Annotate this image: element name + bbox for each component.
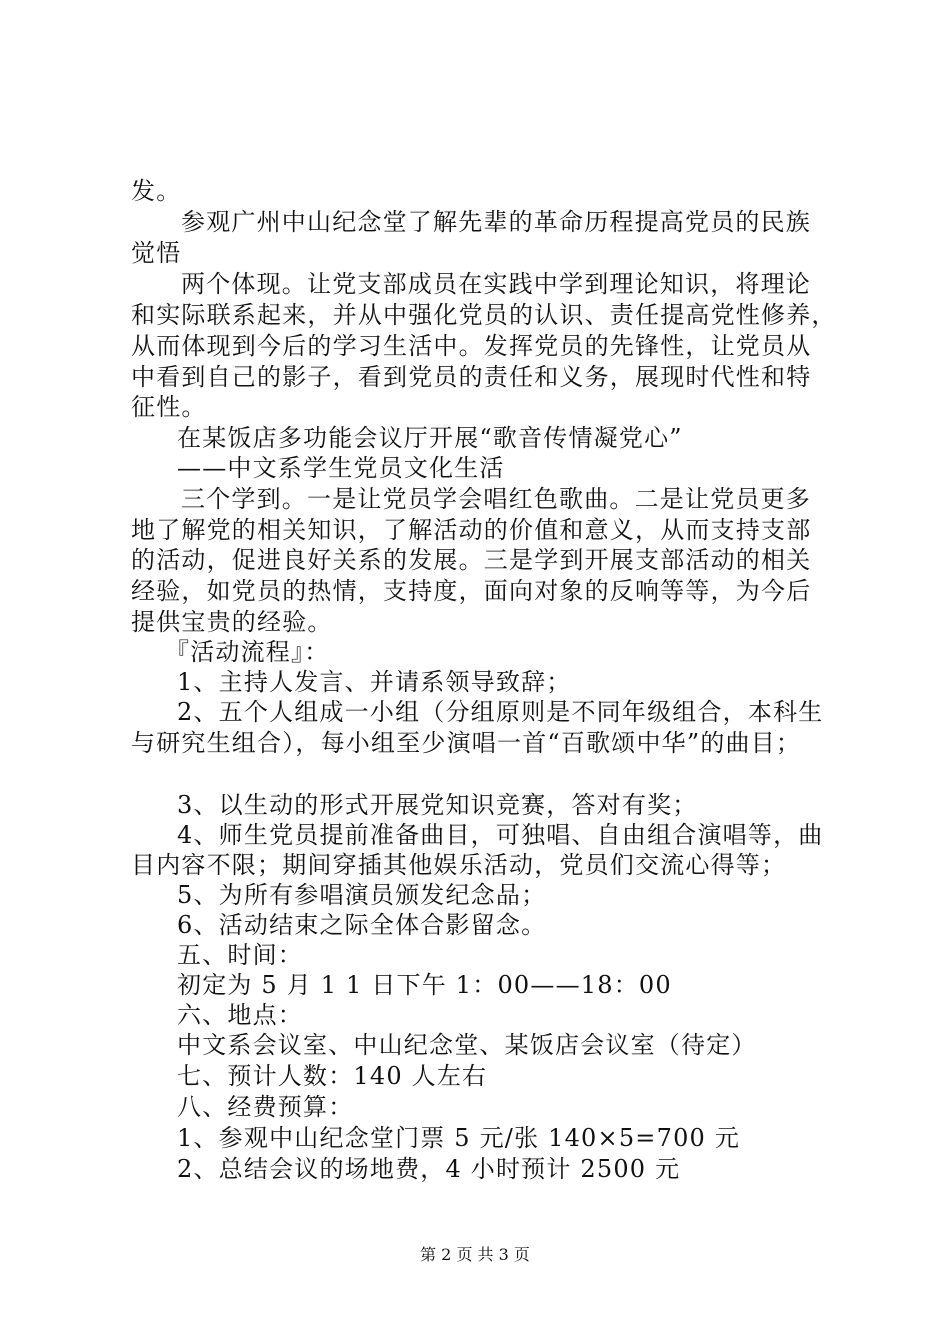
text-line: 目内容不限；期间穿插其他娱乐活动，党员们交流心得等；	[131, 851, 787, 879]
list-item: 3、以生动的形式开展党知识竞赛，答对有奖；	[177, 791, 698, 819]
text-line: 和实际联系起来，并从中强化党员的认识、责任提高党性修养，	[131, 301, 837, 329]
section-heading: 五、时间：	[177, 941, 303, 969]
list-item: 1、主持人发言、并请系领导致辞；	[177, 668, 572, 696]
list-item: 2、五个人组成一小组（分组原则是不同年级组合，本科生	[177, 698, 824, 726]
section-heading: 六、地点：	[177, 1001, 303, 1029]
text-line: 三个学到。一是让党员学会唱红色歌曲。二是让党员更多	[181, 485, 811, 513]
text-line: 中看到自己的影子，看到党员的责任和义务，展现时代性和特	[131, 363, 812, 391]
text-line: 参观广州中山纪念堂了解先辈的革命历程提高党员的民族	[181, 208, 811, 236]
list-item: 4、师生党员提前准备曲目，可独唱、自由组合演唱等，曲	[177, 821, 824, 849]
text-line: 经验，如党员的热情，支持度，面向对象的反响等等，为今后	[131, 577, 812, 605]
text-line: 提供宝贵的经验。	[131, 608, 333, 636]
text-line: 两个体现。让党支部成员在实践中学到理论知识，将理论	[181, 270, 811, 298]
text-line: 在某饭店多功能会议厅开展“歌音传情凝党心”	[177, 424, 683, 452]
text-line: 初定为 5 月 1 1 日下午 1：00——18：00	[177, 971, 672, 999]
list-item: 5、为所有参唱演员颁发纪念品；	[177, 881, 547, 909]
text-line: 地了解党的相关知识，了解活动的价值和意义，从而支持支部	[131, 516, 812, 544]
text-line: 发。	[131, 177, 182, 205]
section-heading: 七、预计人数：140 人左右	[177, 1062, 488, 1090]
text-line: ——中文系学生党员文化生活	[177, 454, 505, 482]
text-line: 中文系会议室、中山纪念堂、某饭店会议室（待定）	[177, 1031, 757, 1059]
section-heading: 『活动流程』：	[165, 638, 330, 666]
list-item: 1、参观中山纪念堂门票 5 元/张 140×5=700 元	[177, 1124, 741, 1152]
text-line: 觉悟	[131, 239, 182, 267]
list-item: 6、活动结束之际全体合影留念。	[177, 911, 547, 939]
text-line: 与研究生组合），每小组至少演唱一首“百歌颂中华”的曲目；	[131, 729, 802, 757]
list-item: 2、总结会议的场地费，4 小时预计 2500 元	[177, 1155, 681, 1183]
page-number-footer: 第 2 页 共 3 页	[420, 1245, 530, 1264]
section-heading: 八、经费预算：	[177, 1093, 354, 1121]
text-line: 从而体现到今后的学习生活中。发挥党员的先锋性，让党员从	[131, 332, 812, 360]
text-line: 征性。	[131, 393, 207, 421]
text-line: 的活动，促进良好关系的发展。三是学到开展支部活动的相关	[131, 546, 812, 574]
